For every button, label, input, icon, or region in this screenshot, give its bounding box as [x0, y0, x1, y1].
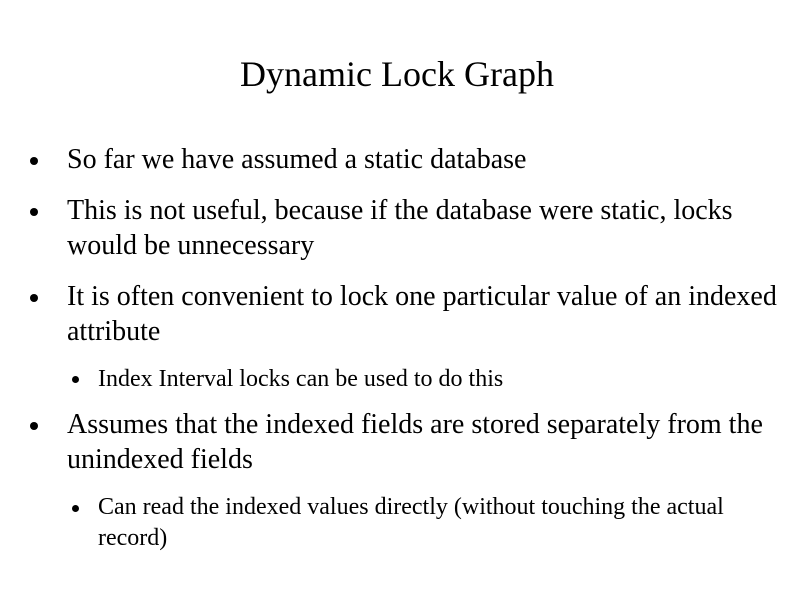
sub-bullet-item: Can read the indexed values directly (without touching the actual record) — [98, 494, 724, 551]
slide-title: Dynamic Lock Graph — [240, 54, 554, 94]
bullet-item: This is not useful, because if the database were static, locks would be unnecessary — [67, 195, 733, 261]
sub-bullet-dot-icon — [72, 505, 79, 512]
bullet-item: Assumes that the indexed fields are stored separately from the unindexed fields — [67, 409, 763, 475]
sub-bullet-dot-icon — [72, 376, 79, 383]
sub-bullet-item: Index Interval locks can be used to do this — [98, 366, 504, 392]
bullet-dot-icon — [30, 294, 38, 302]
bullet-dot-icon — [30, 422, 38, 430]
bullet-item: It is often convenient to lock one particular value of an indexed attribute — [67, 281, 777, 347]
bullet-dot-icon — [30, 208, 38, 216]
bullet-item: So far we have assumed a static database — [67, 144, 527, 175]
bullet-dot-icon — [30, 157, 38, 165]
